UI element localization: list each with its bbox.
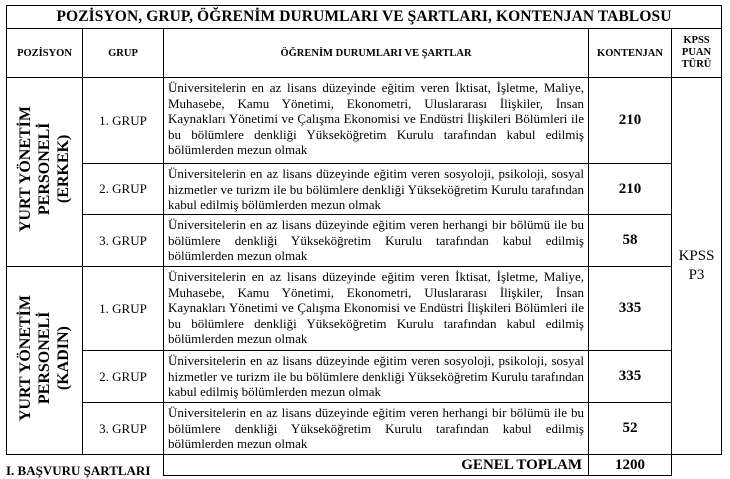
total-value: 1200 (589, 455, 672, 476)
header-kpss-line2: PUAN (681, 47, 712, 58)
position-name-female (16, 295, 73, 421)
kpss-type-line2: P3 (688, 267, 705, 283)
conditions-cell: Üniversitelerin en az lisans düzeyinde eğitim veren İktisat, İşletme, Maliye, Muhasebe, Kamu Yönetimi, Ekonometri, Uluslararası İlişkiler, İnsan Kaynakları Yönetimi ve Çalışma Ekonomisi ve Endüstri İlişkileri Bölümleri ile bu bölümlere denkliği Yükseköğretim Kurulu tarafından kabul edilmiş bölümlerden mezun olmak (164, 78, 589, 164)
group-cell: 2. GRUP (83, 351, 164, 403)
header-conditions: ÖĞRENİM DURUMLARI VE ŞARTLAR (164, 29, 589, 78)
table-row (7, 164, 722, 215)
position-name-line1: YURT YÖNETİM (17, 294, 34, 422)
group-cell: 3. GRUP (83, 215, 164, 267)
table-title-row (7, 6, 722, 29)
position-name-line2: PERSONELİ (36, 311, 53, 405)
conditions-cell: Üniversitelerin en az lisans düzeyinde eğitim veren sosyoloji, psikoloji, sosyal hizmetler ve turizm ile bu bölümlere denkliği Yükseköğretim Kurulu tarafından kabul edilmiş bölümlerden mezun olmak (164, 164, 589, 215)
quota-cell: 335 (589, 267, 672, 351)
group-cell: 2. GRUP (83, 164, 164, 215)
position-cell-female (7, 267, 83, 455)
position-cell-male (7, 78, 83, 267)
position-name-line2: PERSONELİ (36, 123, 53, 216)
next-section-heading: I. BAŞVURU ŞARTLARI (6, 463, 151, 478)
quota-cell: 210 (589, 78, 672, 164)
header-kpss-line3: TÜRÜ (681, 59, 712, 70)
group-cell: 1. GRUP (83, 78, 164, 164)
group-cell: 1. GRUP (83, 267, 164, 351)
kpss-type-cell (672, 78, 722, 455)
position-name-male (16, 106, 73, 232)
quota-cell: 335 (589, 351, 672, 403)
quota-cell: 58 (589, 215, 672, 267)
position-name-line3: (KADIN) (55, 326, 72, 390)
header-group: GRUP (83, 29, 164, 78)
header-quota: KONTENJAN (589, 29, 672, 78)
kpss-type-line1: KPSS (678, 248, 715, 264)
header-position: POZİSYON (7, 29, 83, 78)
table-row (7, 215, 722, 267)
table-row (7, 267, 722, 351)
position-name-line1: YURT YÖNETİM (17, 106, 34, 233)
quota-table (6, 5, 722, 476)
position-name-line3: (ERKEK) (55, 135, 72, 204)
table-title: POZİSYON, GRUP, ÖĞRENİM DURUMLARI VE ŞARTLARI, KONTENJAN TABLOSU (7, 6, 722, 29)
total-label: GENEL TOPLAM (164, 455, 589, 476)
conditions-cell: Üniversitelerin en az lisans düzeyinde eğitim veren İktisat, İşletme, Maliye, Muhasebe, Kamu Yönetimi, Ekonometri, Uluslararası İlişkiler, İnsan Kaynakları Yönetimi ve Çalışma Ekonomisi ve Endüstri İlişkileri Bölümleri ile bu bölümlere denkliği Yükseköğretim Kurulu tarafından kabul edilmiş bölümlerden mezun olmak (164, 267, 589, 351)
group-cell: 3. GRUP (83, 403, 164, 455)
table-row (7, 403, 722, 455)
conditions-cell: Üniversitelerin en az lisans düzeyinde eğitim veren herhangi bir bölümü ile bu bölümlere denkliği Yükseköğretim Kurulu tarafından kabul edilmiş bölümlerden mezun olmak (164, 403, 589, 455)
quota-cell: 52 (589, 403, 672, 455)
table-row (7, 351, 722, 403)
header-kpss-type (672, 29, 722, 78)
header-row (7, 29, 722, 78)
conditions-cell: Üniversitelerin en az lisans düzeyinde eğitim veren herhangi bir bölümü ile bu bölümlere denkliği Yükseköğretim Kurulu tarafından kabul edilmiş bölümlerden mezun olmak (164, 215, 589, 267)
conditions-cell: Üniversitelerin en az lisans düzeyinde eğitim veren sosyoloji, psikoloji, sosyal hizmetler ve turizm ile bu bölümlere denkliği Yükseköğretim Kurulu tarafından kabul edilmiş bölümlerden mezun olmak (164, 351, 589, 403)
table-row (7, 78, 722, 164)
quota-cell: 210 (589, 164, 672, 215)
header-kpss-line1: KPSS (683, 35, 710, 46)
